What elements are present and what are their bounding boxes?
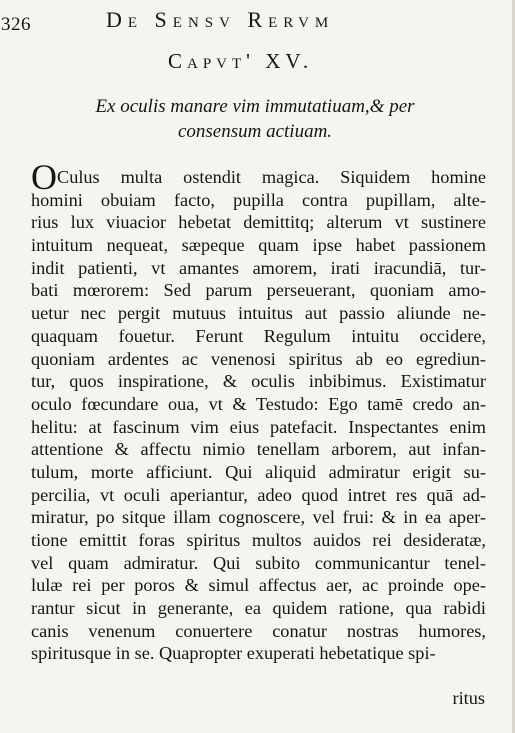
body-line-first [31,157,486,197]
first-line-text: Culus multa ostendit magica. Siquidem homine [57,167,486,187]
body-line: homini obuiam facto, pupilla contra pupillam, alte- [31,189,486,210]
body-line: indit patienti, vt amantes amorem, irati iracundiā, tur- [31,257,486,278]
chapter-title-line: consensum actiuam. [177,121,333,142]
body-text [31,157,486,665]
body-line: rantur sicut in generante, ea quidem ratione, qua rabidi [31,598,486,619]
body-line: quaquam fouetur. Ferunt Regulum intuitu occidere, [31,325,486,346]
body-line: rius lux viuacior hebetat demittitq; alterum vt sustinere [31,212,486,233]
running-head: De Sensv Rervm [106,7,335,32]
body-line: bati mœrorem: Sed parum perseuerant, quoniam amo- [31,280,486,301]
body-line: spiritusque in se. Quapropter exuperati hebetatique spi- [31,643,436,664]
body-line: oculo fœcundare oua, vt & Testudo: Ego tamē credo an- [31,393,486,414]
page-number: 326 [1,14,31,35]
body-line: tione emittit foras spiritus multos auidos rei desideratæ, [31,530,486,550]
body-line: percilia, vt oculi aperiantur, adeo quod intret res quā ad- [31,484,486,505]
body-line: attentione & affectu nimio tenellam arborem, aut infan- [31,439,486,460]
chapter-title [55,94,455,144]
body-line: intuitum nequeat, sæpeque quam ipse habet passionem [31,235,486,256]
body-line: canis venenum conuertere conatur nostras humores, [31,620,486,641]
body-line: vel quam admiratur. Qui subito communicantur tenel- [31,552,486,573]
body-line: lulæ rei per poros & simul affectus aer, ac proinde ope- [31,575,486,596]
chapter-title-line: Ex oculis manare vim immutatiuam,& per [95,96,415,117]
drop-cap: O [31,157,57,197]
body-line: tur, quos inspiratione, & oculis inbibimus. Existimatur [31,371,486,392]
body-line: miratur, po sitque illam cognoscere, vel frui: & in ea aper- [31,507,486,528]
catchword: ritus [452,688,485,708]
body-line: uetur nec pergit mutuus intuitus aut passio aliunde ne- [31,303,486,324]
body-line: tulum, morte afficiunt. Qui aliquid admiratur erigit su- [31,461,486,482]
body-line: quoniam ardentes ac venenosi spiritus ab eo egrediun- [31,348,486,369]
chapter-heading: Capvt' XV. [168,49,314,73]
body-line: helitu: at fascinum vim eius patefacit. Inspectantes enim [31,416,486,437]
